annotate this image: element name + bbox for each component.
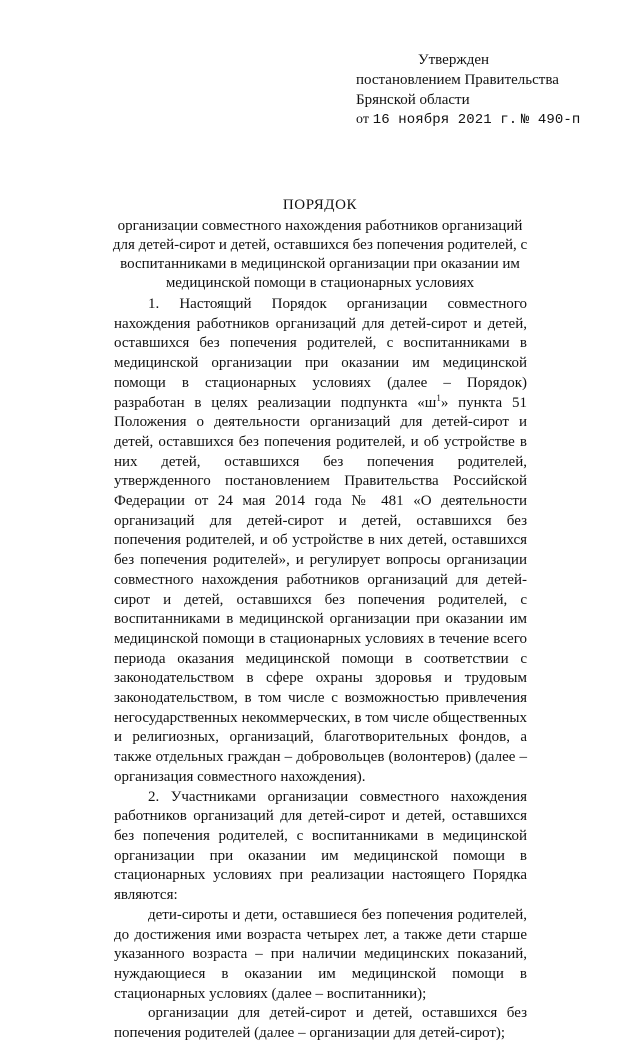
approval-line-approved: Утвержден [418, 52, 490, 68]
paragraph-1-text-start: 1. Настоящий Порядок организации совместного нахождения работников организаций для детей-сирот и детей, оставшихся без попечения родителей, с воспитанниками в медицинской организации при оказании им медицинской помощи в стационарных условиях (далее – Порядок) разработан в целях реализации подпункта «ш [114, 296, 527, 411]
approval-number: № 490-п [520, 112, 581, 128]
approval-date: 16 ноября 2021 г. [372, 112, 518, 128]
paragraph-1 [114, 295, 527, 788]
document-subtitle: организации совместного нахождения работников организаций для детей-сирот и детей, оставшихся без попечения родителей, с воспитанниками в медицинской организации при оказании им медицинской помощи в стационарных условиях [112, 218, 528, 291]
approval-date-prefix: от [356, 112, 370, 127]
paragraph-3: дети-сироты и дети, оставшиеся без попечения родителей, до достижения ими возраста четырех лет, а также дети старше указанного возраста – при наличии медицинских показаний, нуждающиеся в оказании им медицинской помощи в стационарных условиях (далее – воспитанники); [114, 906, 527, 1002]
paragraph-1-text-end: » пункта 51 Положения о деятельности организаций для детей-сирот и детей, оставшихся без попечения родителей, и об устройстве в них детей, оставшихся без попечения родителей, утвержденного постановлением Правительства Российской Федерации от 24 мая 2014 года № 481 «О деятельности организаций для детей-сирот и детей, оставшихся без попечения родителей, и об устройстве в них детей, оставшихся без попечения родителей», и регулирует вопросы организации совместного нахождения работников организаций для детей-сирот и детей, оставшихся без попечения родителей, с воспитанниками в медицинской организации при оказании им медицинской помощи в стационарных условиях в течение всего периода оказания медицинской помощи в соответствии с законодательством в сфере охраны здоровья и трудовым законодательством, в том числе с возможностью привлечения негосударственных некоммерческих, в том числе общественных и религиозных, организаций, благотворительных фондов, а также отдельных граждан – добровольцев (волонтеров) (далее – организация совместного нахождения). [114, 394, 527, 785]
paragraph-2: 2. Участниками организации совместного нахождения работников организаций для детей-сирот и детей, оставшихся без попечения родителей, с воспитанниками в медицинской организации при оказании им медицинской помощи в стационарных условиях при реализации настоящего Порядка являются: [114, 788, 527, 904]
approval-line-date [356, 110, 626, 130]
paragraph-4: организации для детей-сирот и детей, оставшихся без попечения родителей (далее – организации для детей-сирот); [114, 1005, 527, 1042]
approval-block [356, 50, 626, 130]
document-body [114, 295, 527, 1044]
approval-line-resolution: постановлением Правительства [356, 72, 559, 88]
document-title-block [108, 196, 532, 293]
document-heading: ПОРЯДОК [282, 197, 358, 213]
paragraph-1-superscript: 1 [436, 392, 441, 403]
approval-line-region: Брянской области [356, 92, 470, 108]
